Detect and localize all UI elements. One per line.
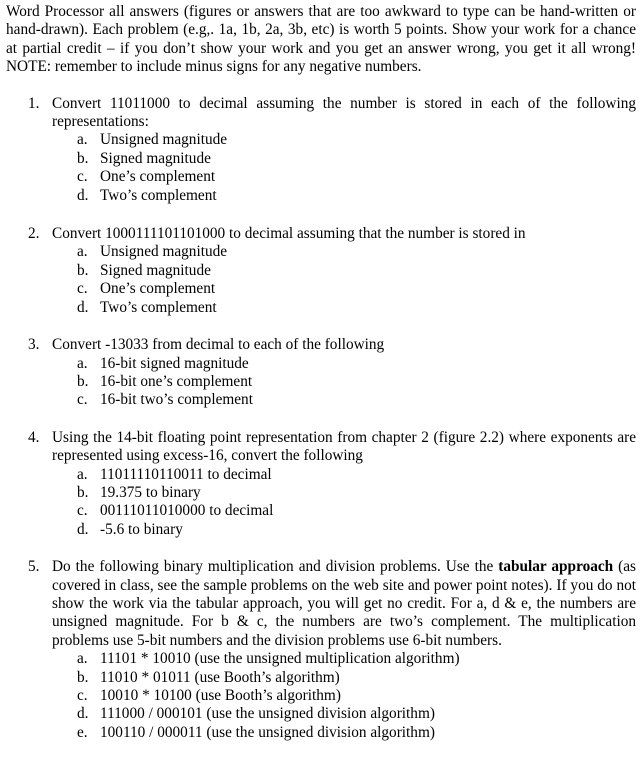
sub-question-letter: b. xyxy=(77,372,89,390)
sub-question xyxy=(52,502,636,520)
sub-question-text: Signed magnitude xyxy=(100,261,211,279)
sub-question xyxy=(52,262,636,280)
problem-number: 1. xyxy=(28,94,40,112)
sub-question-list xyxy=(52,355,636,410)
sub-question-text: 16-bit two’s complement xyxy=(100,391,253,409)
sub-question-text: 16-bit one’s complement xyxy=(100,372,253,390)
problem-number: 2. xyxy=(28,225,40,243)
problem-text: Convert -13033 from decimal to each of the following xyxy=(52,336,385,354)
sub-question xyxy=(52,150,636,168)
problem-number: 3. xyxy=(28,336,40,354)
sub-question-letter: b. xyxy=(77,668,89,686)
sub-question xyxy=(52,466,636,484)
sub-question xyxy=(52,391,636,409)
sub-question-letter: b. xyxy=(77,261,89,279)
sub-question xyxy=(52,243,636,261)
sub-question-list xyxy=(52,131,636,205)
sub-question xyxy=(52,299,636,317)
sub-question-text: 00111011010000 to decimal xyxy=(100,502,274,520)
sub-question xyxy=(52,168,636,186)
sub-question-letter: a. xyxy=(77,465,88,483)
sub-question-text: Two’s complement xyxy=(100,186,217,204)
problem-1 xyxy=(6,95,636,205)
sub-question-text: One’s complement xyxy=(100,168,216,186)
sub-question-list xyxy=(52,243,636,317)
sub-question xyxy=(52,280,636,298)
problem-text: Convert 11011000 to decimal assuming the number is stored in each of the following representations: xyxy=(52,94,636,131)
problem-4 xyxy=(6,429,636,539)
sub-question xyxy=(52,724,636,742)
sub-question xyxy=(52,521,636,539)
problem-number: 5. xyxy=(28,558,40,576)
sub-question-letter: e. xyxy=(77,723,88,741)
problem-text-start: Do the following binary multiplication and division problems. Use the xyxy=(52,558,499,576)
sub-question xyxy=(52,650,636,668)
sub-question xyxy=(52,355,636,373)
problem-5 xyxy=(6,558,636,742)
sub-question-letter: c. xyxy=(77,391,88,409)
sub-question-text: Two’s complement xyxy=(100,298,217,316)
sub-question xyxy=(52,373,636,391)
sub-question xyxy=(52,687,636,705)
sub-question-letter: a. xyxy=(77,354,88,372)
sub-question xyxy=(52,187,636,205)
sub-question-letter: d. xyxy=(77,705,89,723)
problem-list xyxy=(6,95,636,743)
sub-question-text: 11101 * 10010 (use the unsigned multiplication algorithm) xyxy=(100,650,460,668)
sub-question-text: 11011110110011 to decimal xyxy=(100,465,272,483)
sub-question-letter: a. xyxy=(77,243,88,261)
emphasis-tabular-approach: tabular approach xyxy=(498,558,614,576)
sub-question-text: -5.6 to binary xyxy=(100,520,183,538)
problem-3 xyxy=(6,336,636,410)
sub-question-letter: c. xyxy=(77,502,88,520)
sub-question xyxy=(52,705,636,723)
instructions-paragraph: Word Processor all answers (figures or answers that are too awkward to type can be hand-written or hand-drawn). Each problem (e.g,. 1a, 1b, 2a, 3b, etc) is worth 5 points. Show your work for a chance at partial credit – if you don’t show your work and you get an answer wrong, you get it all wrong! NOTE: remember to include minus signs for any negative numbers. xyxy=(6,3,636,76)
sub-question-text: 16-bit signed magnitude xyxy=(100,354,249,372)
sub-question-text: 100110 / 000011 (use the unsigned division algorithm) xyxy=(100,723,435,741)
sub-question-letter: d. xyxy=(77,298,89,316)
problem-text: Using the 14-bit floating point representation from chapter 2 (figure 2.2) where exponents are represented using excess-16, convert the following xyxy=(52,428,636,465)
sub-question-text: Signed magnitude xyxy=(100,149,211,167)
sub-question-text: Unsigned magnitude xyxy=(100,243,228,261)
sub-question-letter: d. xyxy=(77,520,89,538)
sub-question-letter: b. xyxy=(77,483,89,501)
sub-question-text: One’s complement xyxy=(100,280,216,298)
sub-question xyxy=(52,131,636,149)
problem-2 xyxy=(6,225,636,317)
sub-question-letter: c. xyxy=(77,280,88,298)
sub-question-letter: b. xyxy=(77,149,89,167)
sub-question-letter: c. xyxy=(77,168,88,186)
sub-question-letter: a. xyxy=(77,650,88,668)
sub-question-letter: d. xyxy=(77,186,89,204)
sub-question-text: 10010 * 10100 (use Booth’s algorithm) xyxy=(100,687,341,704)
sub-question-text: 111000 / 000101 (use the unsigned division algorithm) xyxy=(100,705,435,723)
problem-text-end: (as covered in class, see the sample problems on the web site and power point notes). If you do not show the work via the tabular approach, you will get no credit. For a, d & e, the numbers are unsigned magnitude. For b & c, the numbers are two’s complement. The multiplication problems use 5-bit numbers and the division problems use 6-bit numbers. xyxy=(52,558,637,649)
sub-question xyxy=(52,484,636,502)
sub-question-list xyxy=(52,650,636,742)
sub-question-letter: a. xyxy=(77,131,88,149)
sub-question xyxy=(52,669,636,687)
sub-question-letter: c. xyxy=(77,687,88,704)
problem-number: 4. xyxy=(28,428,40,446)
sub-question-text: 19.375 to binary xyxy=(100,483,201,501)
problem-text: Convert 1000111101101000 to decimal assuming that the number is stored in xyxy=(52,225,526,243)
problem-text xyxy=(52,558,636,650)
sub-question-text: Unsigned magnitude xyxy=(100,131,228,149)
sub-question-list xyxy=(52,466,636,540)
sub-question-text: 11010 * 01011 (use Booth’s algorithm) xyxy=(100,668,340,686)
